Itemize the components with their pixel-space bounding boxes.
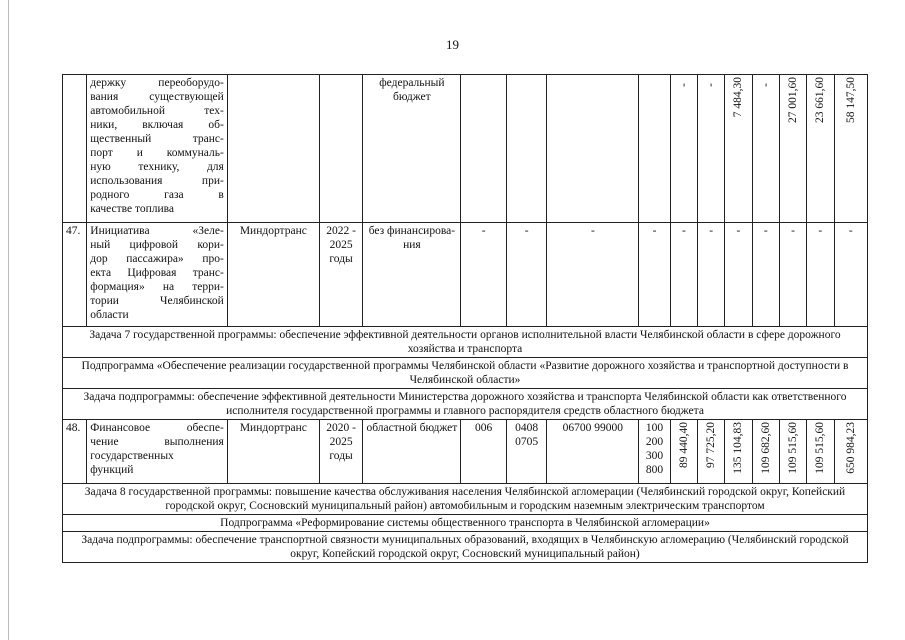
cell-executor: Миндортранс xyxy=(227,420,319,484)
cell-vr: 100 200 300 800 xyxy=(639,420,670,484)
cell-grbs: 006 xyxy=(461,420,507,484)
program-table xyxy=(62,74,868,563)
cell-val-2023: 109 682,60 xyxy=(752,420,779,484)
cell-name: Инициатива «Зеле- ный цифровой кори- дор пассажира» про- екта Цифровая транс- формация» на терри- тории Челябинской области xyxy=(87,223,228,327)
subtask1-text: Задача подпрограммы: обеспечение эффективной деятельности Министерства дорожного хозяйства и транспорта Челябинской области как ответственного исполнителя государственной программы и главного распорядителя средств областного бюджета xyxy=(63,389,868,420)
task8-text: Задача 8 государственной программы: повышение качества обслуживания населения Челябинской агломерации (Челябинский городской округ, Копейский городской округ, Сосновский муниципальный район) автомобильным и городским наземным электрическим транспортом xyxy=(63,484,868,515)
table-row-continued xyxy=(63,75,868,223)
task8-row xyxy=(63,484,868,515)
cell-period: 2020 - 2025 годы xyxy=(319,420,362,484)
cell-val-2022: 7 484,30 xyxy=(725,75,752,223)
subprogram2-text: Подпрограмма «Реформирование системы общественного транспорта в Челябинской агломерации» xyxy=(63,515,868,532)
subprogram2-row xyxy=(63,515,868,532)
subtask2-row xyxy=(63,532,868,563)
cell-csr: 06700 99000 xyxy=(547,420,639,484)
cell-val-2024: 109 515,60 xyxy=(779,420,806,484)
subprogram1-row xyxy=(63,358,868,389)
cell-num: 47. xyxy=(63,223,87,327)
cell-val-total: 650 984,23 xyxy=(834,420,868,484)
table-row-47: 47. Инициатива «Зеле- ный цифровой кори- дор пассажира» про- екта Цифровая транс- формация» на терри- тории Челябинской области Миндортранс 2022 - 2025 годы без финансирова-ния - - - - - - - - - - - xyxy=(63,223,868,327)
cell-executor xyxy=(227,75,319,223)
cell-name: Финансовое обеспе- чение выполнения государственных функций xyxy=(87,420,228,484)
cell-num: 48. xyxy=(63,420,87,484)
cell-val-2020: - xyxy=(670,75,697,223)
cell-val-2021: - xyxy=(698,75,725,223)
cell-source: областной бюджет xyxy=(363,420,461,484)
cell-num xyxy=(63,75,87,223)
cell-period: 2022 - 2025 годы xyxy=(319,223,362,327)
cell-val-2025: 109 515,60 xyxy=(807,420,834,484)
cell-val-2023: - xyxy=(752,75,779,223)
page-edge xyxy=(8,0,9,640)
cell-period xyxy=(319,75,362,223)
subtask1-row xyxy=(63,389,868,420)
cell-executor: Миндортранс xyxy=(227,223,319,327)
task7-text: Задача 7 государственной программы: обеспечение эффективной деятельности органов исполнительной власти Челябинской области в сфере дорожного хозяйства и транспорта xyxy=(63,327,868,358)
cell-rzpr: 0408 0705 xyxy=(506,420,546,484)
cell-source: без финансирова-ния xyxy=(363,223,461,327)
task7-row xyxy=(63,327,868,358)
cell-name: держку переоборудо- вания существующей автомобильной тех- ники, включая об- щественный транс- порт и коммуналь- ную технику, для использования при- родного газа в качестве топлива xyxy=(87,75,228,223)
cell-val-2025: 23 661,60 xyxy=(807,75,834,223)
cell-val-2022: 135 104,83 xyxy=(725,420,752,484)
table-row-48 xyxy=(63,420,868,484)
cell-val-total: 58 147,50 xyxy=(834,75,868,223)
cell-val-2020: 89 440,40 xyxy=(670,420,697,484)
page-number: 19 xyxy=(446,37,459,52)
subtask2-text: Задача подпрограммы: обеспечение транспортной связности муниципальных образований, входящих в Челябинскую агломерацию (Челябинский городской округ, Копейский городской округ, Сосновский муниципальный район) xyxy=(63,532,868,563)
cell-source: федеральный бюджет xyxy=(363,75,461,223)
cell-val-2024: 27 001,60 xyxy=(779,75,806,223)
subprogram1-text: Подпрограмма «Обеспечение реализации государственной программы Челябинской области «Развитие дорожного хозяйства и транспортной доступности в Челябинской области» xyxy=(63,358,868,389)
cell-val-2021: 97 725,20 xyxy=(698,420,725,484)
